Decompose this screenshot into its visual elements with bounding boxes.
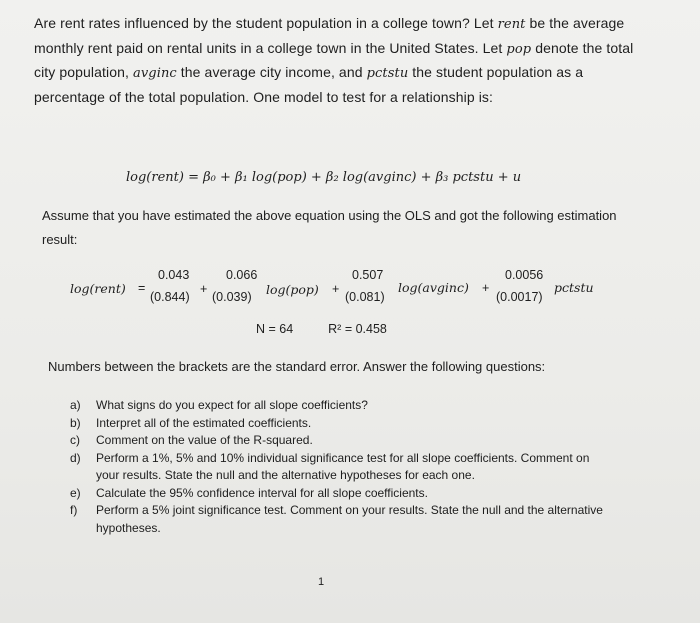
var-avginc: avginc <box>132 66 177 81</box>
est-intercept: 0.043 <box>158 268 190 282</box>
fit-statistics <box>256 322 387 336</box>
est-b3-se: (0.0017) <box>496 290 543 304</box>
question-item <box>70 415 610 433</box>
est-b1: 0.066 <box>226 268 258 282</box>
est-lhs: log(rent) <box>70 281 126 296</box>
question-item <box>70 450 610 485</box>
numbers-note: Numbers between the brackets are the standard error. Answer the following questions: <box>48 359 546 374</box>
est-intercept-se: (0.844) <box>150 290 190 304</box>
question-text: Comment on the value of the R-squared. <box>96 433 313 447</box>
est-b1-se: (0.039) <box>212 290 252 304</box>
question-letter: d) <box>70 450 81 465</box>
page-number: 1 <box>318 576 325 588</box>
model-equation: log(rent) = β₀ + β₁ log(pop) + β₂ log(avginc) + β₃ pctstu + u <box>126 170 522 185</box>
question-text: Calculate the 95% confidence interval for all slope coefficients. <box>96 485 428 500</box>
est-var-3: pctstu <box>554 280 594 295</box>
est-plus-1: + <box>200 282 208 296</box>
estimation-result <box>0 262 700 312</box>
intro-text-2: be the average monthly rent paid on rental units in a college town in the United States. Let <box>34 15 625 56</box>
question-text: Perform a 5% joint significance test. Comment on your results. State the null and the alternative hypotheses. <box>96 503 603 535</box>
stat-r2: R² = 0.458 <box>328 322 387 336</box>
var-pop: pop <box>506 41 532 57</box>
est-plus-3: + <box>482 281 490 295</box>
intro-text-5: the student population as a percentage of the total population. One model to test for a relationship is: <box>34 64 584 105</box>
assume-paragraph: Assume that you have estimated the above equation using the OLS and got the following estimation result: <box>42 208 617 247</box>
var-pctstu: pctstu <box>366 66 409 81</box>
question-letter: e) <box>70 485 81 500</box>
stat-n: N = 64 <box>256 322 294 336</box>
question-text: Interpret all of the estimated coefficients. <box>96 415 312 430</box>
est-var-1: log(pop) <box>266 282 319 297</box>
question-list <box>70 397 610 537</box>
intro-text-4: the average city income, and <box>176 64 367 80</box>
intro-text-3: denote the total city population, <box>34 39 634 80</box>
intro-text-1: Are rent rates influenced by the student population in a college town? Let <box>34 15 498 31</box>
question-letter: a) <box>70 398 81 412</box>
est-var-2: log(avginc) <box>398 280 469 295</box>
est-b2-se: (0.081) <box>345 290 385 304</box>
est-equals: = <box>138 281 146 295</box>
question-text: What signs do you expect for all slope coefficients? <box>96 398 368 412</box>
question-item <box>70 397 610 415</box>
question-text: Perform a 1%, 5% and 10% individual significance test for all slope coefficients. Comment on your results. State the null and the alternative hypotheses for each one. <box>96 450 590 482</box>
question-item <box>70 502 610 537</box>
est-b3: 0.0056 <box>505 268 544 282</box>
question-letter: c) <box>70 433 80 447</box>
question-letter: f) <box>70 503 78 517</box>
question-item <box>70 485 610 503</box>
est-plus-2: + <box>332 282 340 296</box>
question-letter: b) <box>70 415 81 430</box>
var-rent: rent <box>497 17 526 32</box>
est-b2: 0.507 <box>352 268 384 282</box>
intro-paragraph <box>34 12 634 109</box>
question-item <box>70 432 610 450</box>
